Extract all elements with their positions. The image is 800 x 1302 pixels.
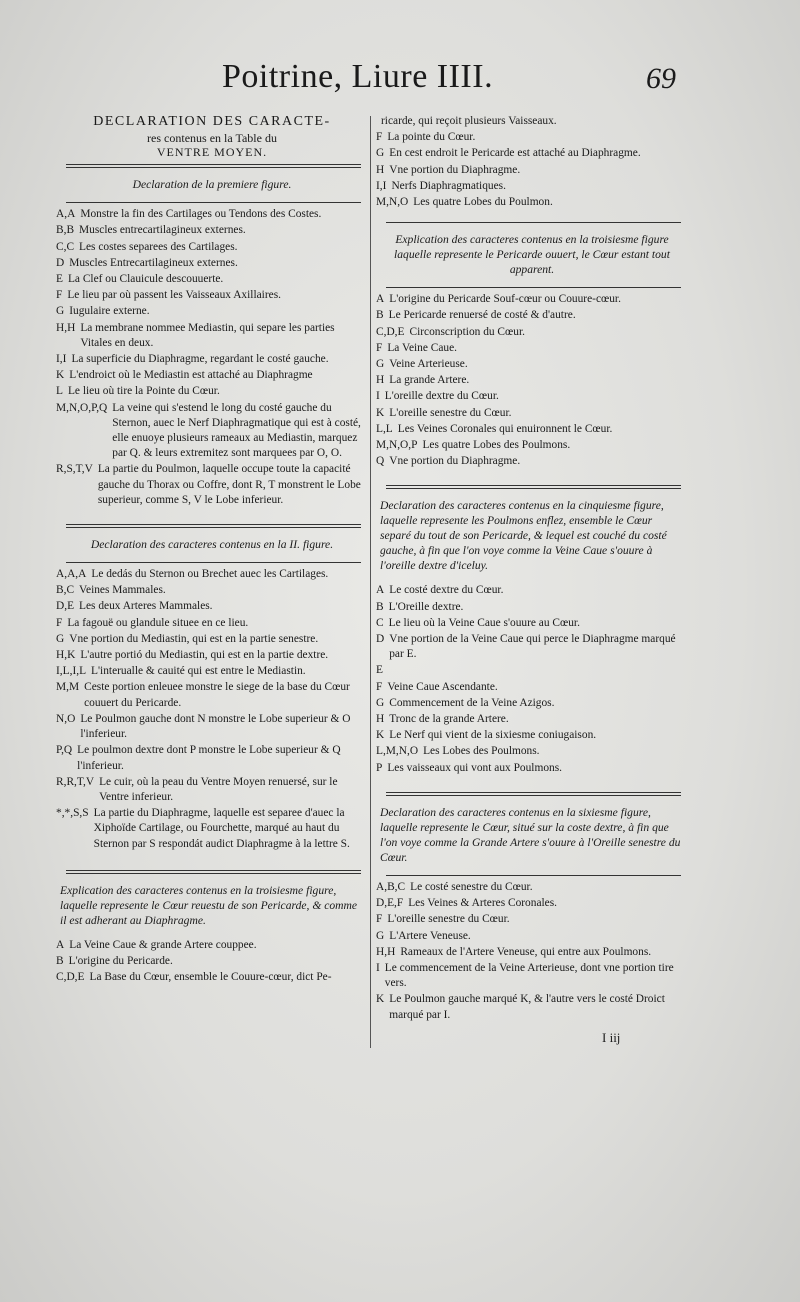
entry-text: L'oreille senestre du Cœur. <box>389 406 512 419</box>
entry-text: Vne portion de la Veine Caue qui perce le Diaphragme marqué par E. <box>389 633 676 661</box>
legend-entry <box>376 130 688 145</box>
entry-text: Vne portion du Mediastin, qui est en la partie senestre. <box>69 632 319 645</box>
legend-entry <box>376 357 688 372</box>
entry-text: Le costé dextre du Cœur. <box>389 584 504 597</box>
entry-text: Le costé senestre du Cœur. <box>410 880 533 893</box>
section-title: Explication des caracteres contenus en la troisiesme figure laquelle represente le Pericarde ouuert, le Cœur estant tout apparent. <box>394 233 670 277</box>
section-title: Declaration de la premiere figure. <box>132 178 292 192</box>
entry-text: Iugulaire externe. <box>69 305 150 318</box>
entry-text: Commencement de la Veine Azigos. <box>389 696 555 709</box>
entry-key: H,K <box>56 649 76 662</box>
entry-text: L'oreille senestre du Cœur. <box>387 913 510 926</box>
entry-key: E <box>56 273 63 286</box>
entry-key: G <box>376 929 385 942</box>
legend-entry <box>376 406 688 421</box>
entry-text: La membrane nommee Mediastin, qui separe les parties Vitales en deux. <box>80 321 335 349</box>
entry-text: La Veine Caue. <box>387 341 458 354</box>
entry-key: K <box>56 369 65 382</box>
signature-mark: I iij <box>602 1030 621 1045</box>
legend-entry <box>56 806 368 852</box>
entry-key: L,L <box>376 422 393 435</box>
entry-key: B <box>376 600 384 613</box>
entry-text: La Veine Caue & grande Artere couppee. <box>69 938 257 951</box>
entry-text: La Clef ou Clauicule descouuerte. <box>67 273 224 286</box>
legend-entry <box>56 567 368 582</box>
entry-text: Rameaux de l'Artere Veneuse, qui entre aux Poulmons. <box>400 945 652 958</box>
entry-key: F <box>56 289 63 302</box>
entry-text: Ceste portion enleuee monstre le siege de la base du Cœur couuert du Pericarde. <box>84 681 350 709</box>
page-title: Poitrine, Liure IIII. <box>222 58 494 95</box>
entry-key: I,L,I,L <box>56 665 87 678</box>
entry-text: L'origine du Pericarde. <box>68 954 173 967</box>
legend-entry <box>56 632 368 647</box>
entry-key: C,D,E <box>376 325 405 338</box>
legend-entry <box>376 325 688 340</box>
section-title: Declaration des caracteres contenus en la sixiesme figure, laquelle represente le Cœur, situé sur la coste dextre, à fin que l'on voye comme la Grande Artere s'ouure à l'Oreille senestre du Cœur. <box>380 805 681 864</box>
entry-list <box>56 207 368 508</box>
legend-entry <box>376 179 688 194</box>
entry-text: La veine qui s'estend le long du costé gauche du Sternon, auec le Nerf Diaphragmatique qui est à costé, elle enuoye plusieurs rameaux au Mediastin, marquez par Q. & leurs extremitez sont marquees par O, O. <box>112 401 361 460</box>
legend-entry <box>56 775 368 805</box>
section-rule <box>386 222 681 223</box>
entry-text: Muscles entrecartilagineux externes. <box>79 224 246 237</box>
legend-entry <box>56 648 368 663</box>
entry-text: Le Poulmon gauche dont N monstre le Lobe superieur & O l'inferieur. <box>80 712 351 741</box>
entry-text: Le dedás du Sternon ou Brechet auec les Cartilages. <box>91 568 329 581</box>
entry-text: Muscles Entrecartilagineux externes. <box>69 256 238 269</box>
section-rule <box>66 524 361 528</box>
column-divider <box>370 116 371 1048</box>
legend-entry <box>56 664 368 679</box>
entry-text: L'interualle & cauité qui est entre le Mediastin. <box>91 665 306 678</box>
entry-key: M,N,O <box>376 196 409 209</box>
legend-entry <box>376 912 688 927</box>
entry-key: B,B <box>56 224 75 237</box>
declaration-subtitle-1: res contenus en la Table du <box>147 131 277 146</box>
entry-key: H,H <box>376 945 396 958</box>
entry-text: Les costes separees des Cartilages. <box>79 240 238 253</box>
entry-key: M,N,O,P <box>376 439 418 452</box>
legend-entry <box>56 712 368 742</box>
section-rule <box>66 562 361 563</box>
legend-entry <box>376 438 688 453</box>
legend-entry <box>376 961 688 991</box>
entry-text: Vne portion du Diaphragme. <box>389 163 521 176</box>
entry-text: Circonscription du Cœur. <box>409 325 525 338</box>
entry-text: Le commencement de la Veine Arterieuse, dont vne portion tire vers. <box>384 961 674 990</box>
entry-key: M,N,O,P,Q <box>56 401 108 414</box>
entry-key: C <box>376 616 384 629</box>
entry-key: D <box>376 633 385 646</box>
entry-key: D,E <box>56 600 75 613</box>
right-column <box>376 114 688 1024</box>
entry-text: L'origine du Pericarde Souf-cœur ou Couure-cœur. <box>389 293 621 306</box>
entry-text: Monstre la fin des Cartilages ou Tendons des Costes. <box>80 208 322 221</box>
entry-key: K <box>376 993 385 1006</box>
legend-entry <box>56 223 368 238</box>
legend-entry <box>376 600 688 615</box>
legend-entry <box>56 938 368 953</box>
entry-key: G <box>56 305 65 318</box>
entry-text: Veine Arterieuse. <box>389 358 468 371</box>
section-title: Declaration des caracteres contenus en la II. figure. <box>90 538 334 552</box>
legend-entry <box>56 970 368 985</box>
entry-key: C,C <box>56 240 75 253</box>
section-title: Explication des caracteres contenus en la troisiesme figure, laquelle represente le Cœur reuestu de son Pericarde, & comme il est adherant au Diaphragme. <box>60 883 358 927</box>
entry-key: P,Q <box>56 744 73 757</box>
legend-entry <box>376 880 688 895</box>
entry-key: A <box>56 938 65 951</box>
entry-key: F <box>376 913 383 926</box>
entry-key: E <box>376 664 383 677</box>
entry-key: H <box>376 713 385 726</box>
entry-text: La partie du Poulmon, laquelle occupe toute la capacité gauche du Thorax ou Coffre, dont R, T monstrent le Lobe superieur, comme S, V le Lobe inferieur. <box>97 463 361 506</box>
entry-key: A,B,C <box>376 880 406 893</box>
legend-entry <box>56 256 368 271</box>
entry-key: B <box>56 954 64 967</box>
legend-entry <box>376 712 688 727</box>
entry-key: *,*,S,S <box>56 807 89 820</box>
entry-key: A <box>376 584 385 597</box>
legend-entry <box>376 146 688 161</box>
legend-entry <box>376 696 688 711</box>
entry-text: La fagouë ou glandule situee en ce lieu. <box>67 616 249 629</box>
entry-text: Veines Mammales. <box>79 584 166 597</box>
entry-key: I <box>376 390 380 403</box>
legend-entry <box>376 992 688 1022</box>
legend-entry <box>376 195 688 210</box>
legend-entry <box>376 896 688 911</box>
entry-list <box>376 880 688 1023</box>
entry-key: H <box>376 374 385 387</box>
entry-key: B,C <box>56 584 75 597</box>
declaration-title: DECLARATION DES CARACTE- <box>93 114 331 129</box>
entry-text: Les Lobes des Poulmons. <box>423 745 540 758</box>
page-number: 69 <box>646 62 676 95</box>
legend-entry <box>56 680 368 710</box>
legend-entry <box>376 163 688 178</box>
section-title: Declaration des caracteres contenus en la cinquiesme figure, laquelle represente les Poulmons enflez, ensemble le Cœur separé du tout de son Pericarde, & lequel est couché du costé gauche, à fin que l'on voye comme la Veine Caue s'ouure à l'oreille dextre d'iceluy. <box>380 499 667 573</box>
declaration-subtitle-2: VENTRE MOYEN. <box>156 145 268 160</box>
entry-text: La superficie du Diaphragme, regardant le costé gauche. <box>71 353 329 366</box>
left-column <box>56 114 368 986</box>
entry-text: La grande Artere. <box>389 374 470 387</box>
legend-entry <box>56 401 368 462</box>
entry-text: Tronc de la grande Artere. <box>389 713 509 726</box>
section-rule <box>386 485 681 489</box>
entry-key: I,I <box>376 179 387 192</box>
legend-entry <box>56 272 368 287</box>
entry-key: R,S,T,V <box>56 463 93 476</box>
entry-key: G <box>56 632 65 645</box>
entry-key: C,D,E <box>56 971 85 984</box>
entry-key: F <box>376 131 383 144</box>
entry-key: I,I <box>56 353 67 366</box>
legend-entry <box>56 321 368 351</box>
entry-key: A,A <box>56 208 76 221</box>
entry-text: Le Nerf qui vient de la sixiesme coniugaison. <box>389 729 597 742</box>
legend-entry <box>376 114 688 129</box>
entry-key: D <box>56 256 65 269</box>
legend-entry <box>376 389 688 404</box>
entry-key: G <box>376 696 385 709</box>
legend-entry <box>376 728 688 743</box>
entry-key: F <box>376 341 383 354</box>
legend-entry <box>56 288 368 303</box>
section-rule <box>386 792 681 796</box>
legend-entry <box>56 304 368 319</box>
legend-entry <box>376 663 688 678</box>
entry-key: K <box>376 406 385 419</box>
entry-key: I <box>376 961 380 974</box>
entry-key: F <box>376 680 383 693</box>
legend-entry <box>56 240 368 255</box>
legend-entry <box>56 616 368 631</box>
legend-entry <box>376 341 688 356</box>
legend-entry <box>376 929 688 944</box>
legend-entry <box>376 761 688 776</box>
entry-text: Le poulmon dextre dont P monstre le Lobe superieur & Q l'inferieur. <box>77 744 341 772</box>
entry-text: La pointe du Cœur. <box>387 131 476 144</box>
legend-entry <box>376 373 688 388</box>
legend-entry <box>56 954 368 969</box>
legend-entry <box>376 680 688 695</box>
legend-entry <box>376 945 688 960</box>
entry-text: L'oreille dextre du Cœur. <box>384 390 499 403</box>
entry-key: L,M,N,O <box>376 745 419 758</box>
entry-text: La Base du Cœur, ensemble le Couure-cœur, dict Pe- <box>89 971 332 984</box>
entry-list <box>376 114 688 210</box>
entry-key: M,M <box>56 681 80 694</box>
entry-key: D,E,F <box>376 897 404 910</box>
entry-text: Nerfs Diaphragmatiques. <box>391 179 506 192</box>
running-head <box>0 58 800 108</box>
legend-entry <box>376 454 688 469</box>
entry-key: F <box>56 616 63 629</box>
section-rule <box>386 287 681 288</box>
entry-key: H <box>376 163 385 176</box>
legend-entry <box>56 384 368 399</box>
entry-list <box>376 292 688 469</box>
entry-text: L'Oreille dextre. <box>388 600 464 613</box>
entry-text <box>388 663 688 678</box>
entry-key: G <box>376 147 385 160</box>
entry-key: H,H <box>56 321 76 334</box>
entry-text: L'autre portió du Mediastin, qui est en la partie dextre. <box>80 649 329 662</box>
entry-list <box>376 583 688 775</box>
entry-text: Les Veines & Arteres Coronales. <box>408 897 558 910</box>
entry-list <box>56 938 368 986</box>
section-rule <box>66 164 361 168</box>
section-rule <box>66 870 361 874</box>
entry-text: Le Poulmon gauche marqué K, & l'autre vers le costé Droict marqué par I. <box>389 993 665 1021</box>
entry-key: B <box>376 309 384 322</box>
entry-list <box>56 567 368 852</box>
legend-entry <box>376 632 688 662</box>
entry-text: Les deux Arteres Mammales. <box>79 600 213 613</box>
section-rule <box>386 875 681 876</box>
entry-text: Veine Caue Ascendante. <box>387 680 498 693</box>
entry-key: A,A,A <box>56 568 87 581</box>
entry-key: G <box>376 358 385 371</box>
entry-text: La partie du Diaphragme, laquelle est separee d'auec la Xiphoïde Cartilage, ou Fourchette, marqué au haut du Sternon par S respondát audict Diaphragme à la lettre S. <box>93 807 350 850</box>
entry-text: Le lieu où la Veine Caue s'ouure au Cœur. <box>388 616 580 629</box>
legend-entry <box>56 743 368 773</box>
legend-entry <box>376 583 688 598</box>
legend-entry <box>56 368 368 383</box>
entry-key: P <box>376 761 383 774</box>
legend-entry <box>376 422 688 437</box>
entry-text: ricarde, qui reçoit plusieurs Vaisseaux. <box>381 115 557 127</box>
legend-entry <box>56 599 368 614</box>
legend-entry <box>376 744 688 759</box>
legend-entry <box>56 207 368 222</box>
entry-text: Le lieu par où passent les Vaisseaux Axillaires. <box>67 289 281 302</box>
legend-entry <box>56 583 368 598</box>
entry-key: Q <box>376 455 385 468</box>
entry-key: A <box>376 293 385 306</box>
entry-text: Le Pericarde renuersé de costé & d'autre. <box>388 309 576 322</box>
entry-key: K <box>376 729 385 742</box>
entry-text: Les vaisseaux qui vont aux Poulmons. <box>387 761 562 774</box>
legend-entry <box>376 616 688 631</box>
entry-text: L'endroict où le Mediastin est attaché au Diaphragme <box>69 369 313 382</box>
legend-entry <box>376 308 688 323</box>
entry-key: N,O <box>56 712 76 725</box>
entry-key: L <box>56 385 63 398</box>
section-rule <box>66 202 361 203</box>
entry-text: Les Veines Coronales qui enuironnent le Cœur. <box>397 422 613 435</box>
legend-entry <box>376 292 688 307</box>
legend-entry <box>56 352 368 367</box>
entry-text: Le cuir, où la peau du Ventre Moyen renuersé, sur le Ventre inferieur. <box>99 775 338 803</box>
entry-text: En cest endroit le Pericarde est attaché au Diaphragme. <box>389 147 641 160</box>
legend-entry <box>56 462 368 508</box>
entry-text: L'Artere Veneuse. <box>389 929 471 942</box>
entry-text: Les quatre Lobes du Poulmon. <box>413 196 553 209</box>
entry-text: Le lieu où tire la Pointe du Cœur. <box>67 385 220 398</box>
entry-text: Vne portion du Diaphragme. <box>389 455 521 468</box>
entry-text: Les quatre Lobes des Poulmons. <box>422 439 571 452</box>
entry-key: R,R,T,V <box>56 775 95 788</box>
